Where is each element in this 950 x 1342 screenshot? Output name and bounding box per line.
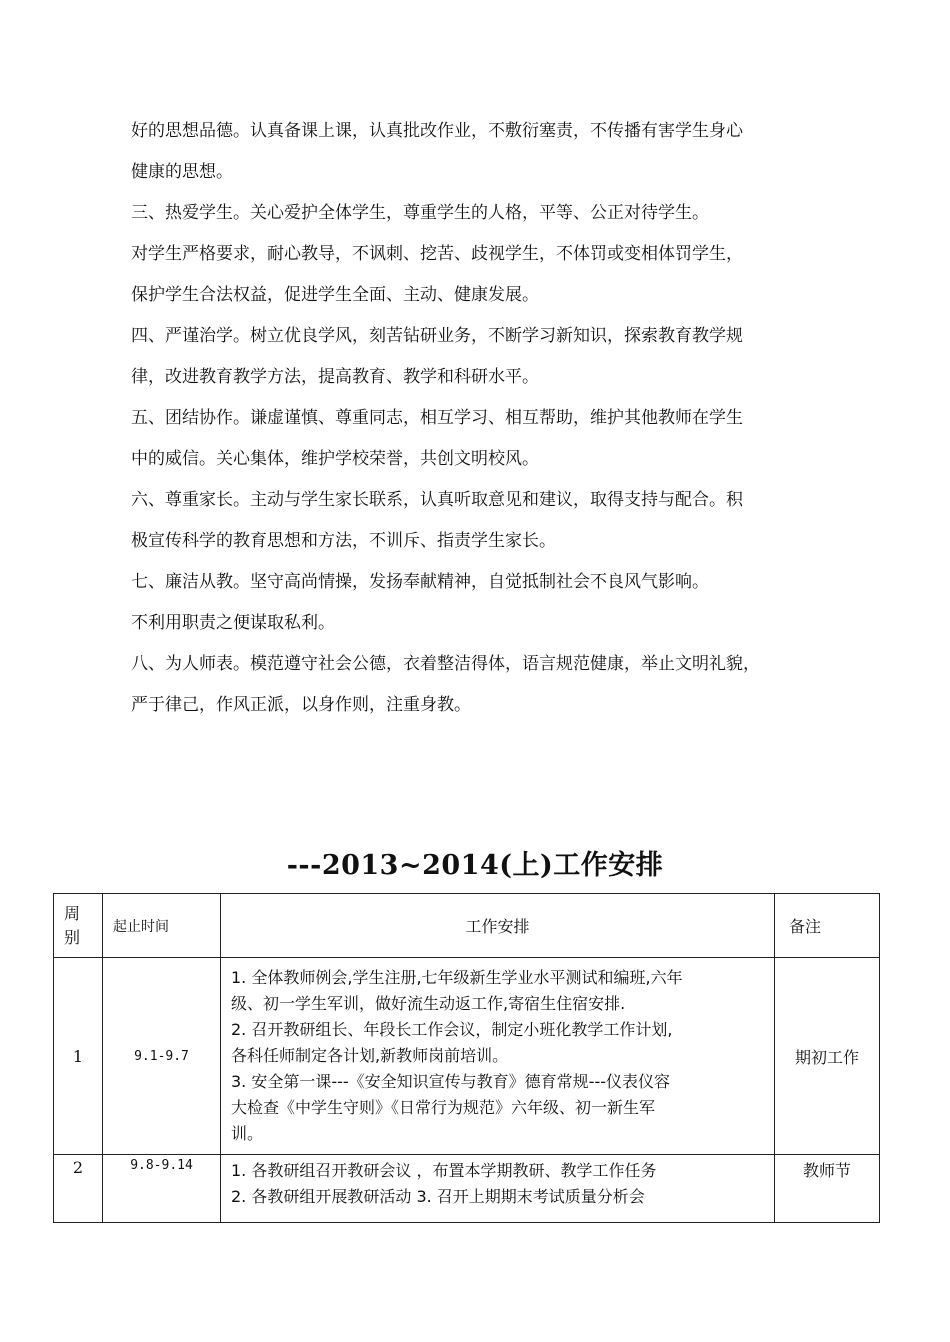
paragraph-line: 不利用职责之便谋取私利。 — [131, 613, 335, 633]
work-line: 大检查《中学生守则》《日常行为规范》六年级、初一新生军 — [231, 1098, 656, 1117]
paragraph-line: 五、团结协作。谦虚谨慎、尊重同志，相互学习、相互帮助，维护其他教师在学生 — [131, 408, 743, 428]
header-period: 起止时间 — [103, 894, 221, 958]
paragraph-line: 六、尊重家长。主动与学生家长联系，认真听取意见和建议，取得支持与配合。积 — [131, 490, 743, 510]
header-work: 工作安排 — [221, 894, 775, 958]
paragraph-line: 保护学生合法权益，促进学生全面、主动、健康发展。 — [131, 285, 539, 305]
work-line: 3. 安全第一课---《安全知识宣传与教育》德育常规---仪表仪容 — [231, 1072, 670, 1091]
paragraph-line: 严于律己，作风正派，以身作则，注重身教。 — [131, 695, 471, 715]
table-row — [54, 1155, 880, 1223]
work-line: 2. 各教研组开展教研活动 3. 召开上期期末考试质量分析会 — [231, 1187, 645, 1206]
period-cell: 9.1-9.7 — [103, 958, 221, 1155]
header-week-line1: 周 — [64, 903, 81, 923]
paragraph-line: 健康的思想。 — [131, 162, 233, 182]
paragraph-line: 律，改进教育教学方法，提高教育、教学和科研水平。 — [131, 367, 539, 387]
paragraph-line: 八、为人师表。模范遵守社会公德，衣着整洁得体，语言规范健康，举止文明礼貌， — [131, 654, 760, 674]
paragraph-line: 好的思想品德。认真备课上课，认真批改作业，不敷衍塞责，不传播有害学生身心 — [131, 121, 743, 141]
notes-cell: 教师节 — [775, 1155, 880, 1223]
header-week-line2: 别 — [64, 927, 81, 947]
paragraph-line: 极宣传科学的教育思想和方法，不训斥、指责学生家长。 — [131, 531, 556, 551]
work-line: 1. 各教研组召开教研会议 ，布置本学期教研、教学工作任务 — [231, 1161, 657, 1180]
schedule-title: ---2013~2014(上)工作安排 — [286, 850, 664, 881]
paragraph-line: 四、严谨治学。树立优良学风，刻苦钻研业务，不断学习新知识，探索教育教学规 — [131, 326, 743, 346]
header-week — [54, 894, 103, 958]
schedule-table — [53, 893, 880, 1223]
table-row — [54, 958, 880, 1155]
period-cell: 9.8-9.14 — [103, 1155, 221, 1223]
paragraph-line: 三、热爱学生。关心爱护全体学生，尊重学生的人格，平等、公正对待学生。 — [131, 203, 709, 223]
week-cell: 1 — [54, 958, 103, 1155]
work-line: 训。 — [231, 1124, 264, 1143]
work-line: 1. 全体教师例会,学生注册,七年级新生学业水平测试和编班,六年 — [231, 968, 683, 987]
table-header-row — [54, 894, 880, 958]
paragraph-line: 中的威信。关心集体，维护学校荣誉，共创文明校风。 — [131, 449, 539, 469]
header-notes: 备注 — [775, 894, 880, 958]
work-cell — [221, 958, 775, 1155]
notes-cell: 期初工作 — [775, 958, 880, 1155]
work-line: 各科任师制定各计划,新教师岗前培训。 — [231, 1046, 509, 1065]
paragraph-line: 七、廉洁从教。坚守高尚情操，发扬奉献精神，自觉抵制社会不良风气影响。 — [131, 572, 709, 592]
paragraph-line: 对学生严格要求，耐心教导，不讽刺、挖苦、歧视学生，不体罚或变相体罚学生， — [131, 244, 743, 264]
work-line: 级、初一学生军训，做好流生动返工作,寄宿生住宿安排. — [231, 994, 626, 1013]
regulation-text — [131, 117, 851, 732]
work-cell — [221, 1155, 775, 1223]
work-line: 2. 召开教研组长、年段长工作会议，制定小班化教学工作计划, — [231, 1020, 673, 1039]
week-cell: 2 — [54, 1155, 103, 1223]
